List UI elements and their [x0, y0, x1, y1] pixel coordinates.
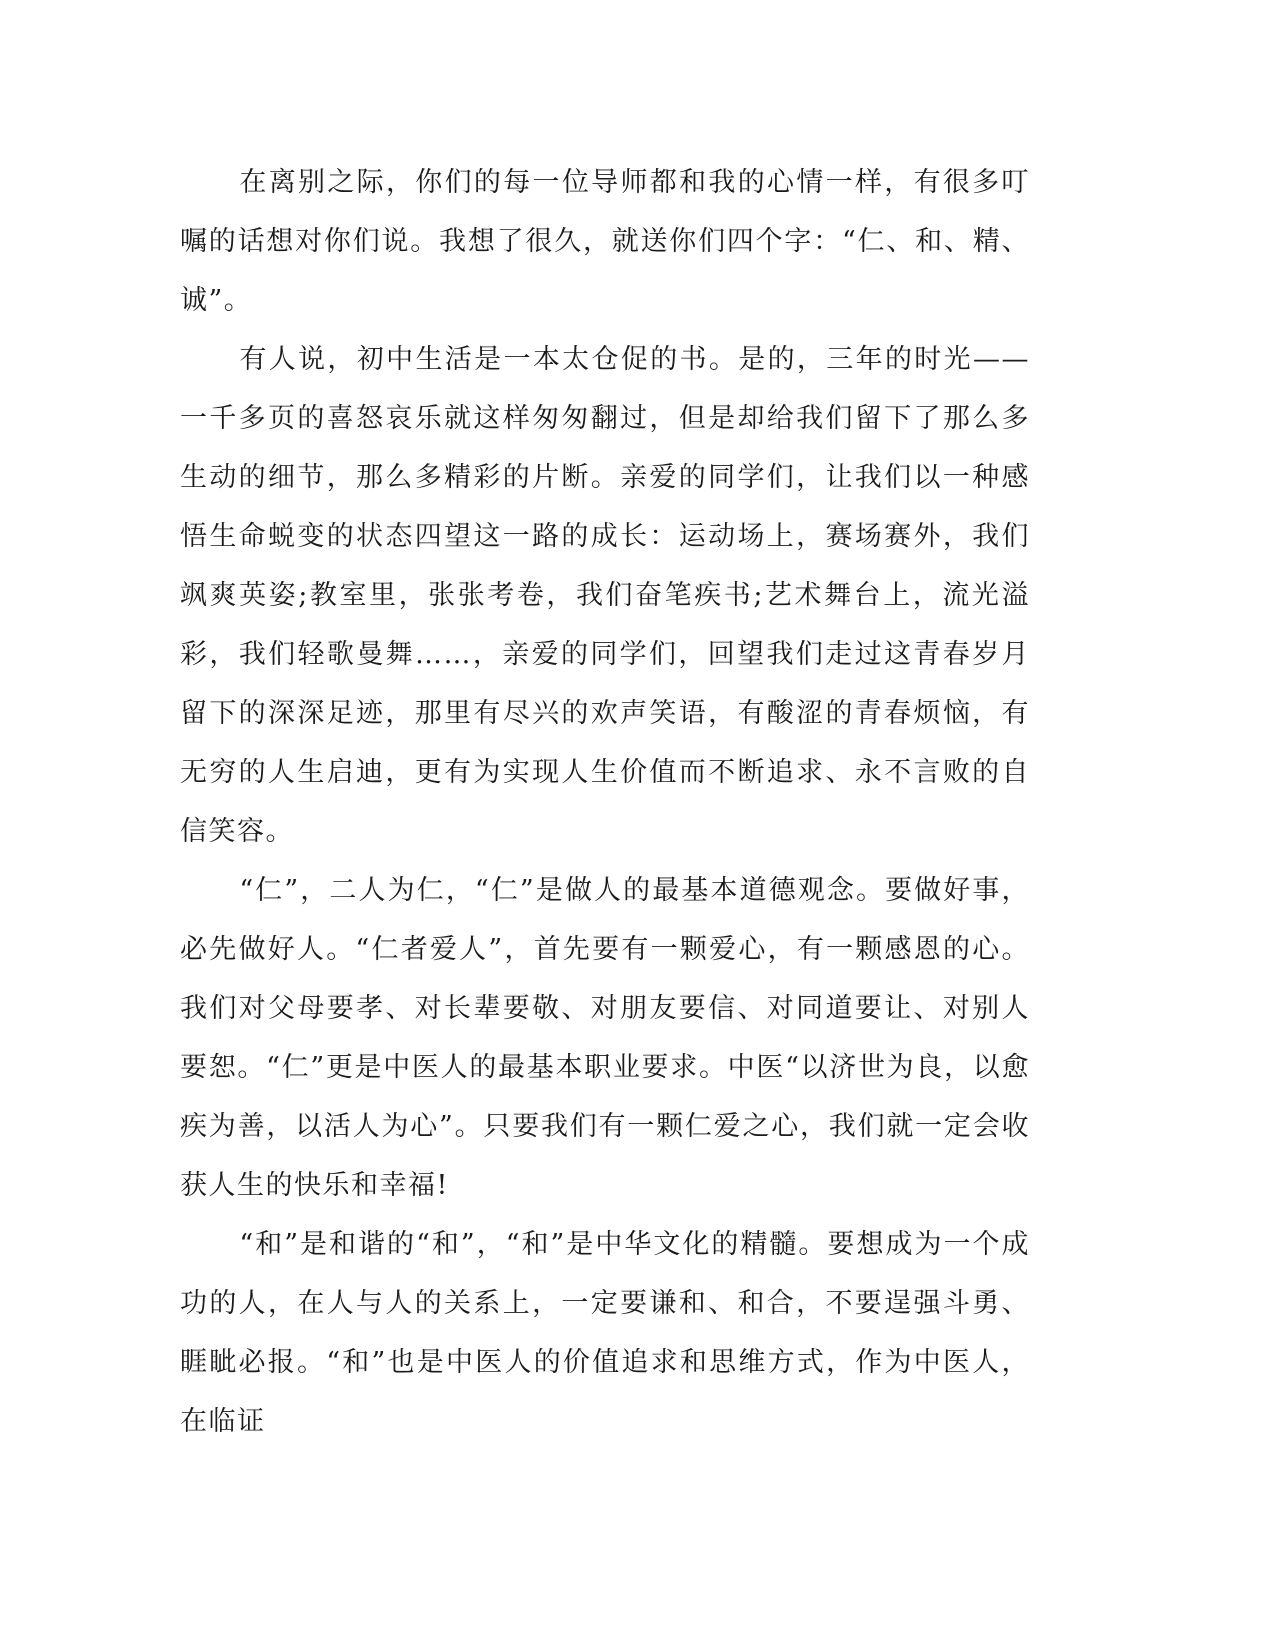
- paragraph-ren: “仁”，二人为仁，“仁”是做人的最基本道德观念。要做好事，必先做好人。“仁者爱人”，首先要有一颗爱心，有一颗感恩的心。我们对父母要孝、对长辈要敬、对朋友要信、对同道要让、对别人要恕。“仁”更是中医人的最基本职业要求。中医“以济世为良，以愈疾为善，以活人为心”。只要我们有一颗仁爱之心，我们就一定会收获人生的快乐和幸福!: [180, 875, 1030, 1201]
- paragraph-middle-school-life: 有人说，初中生活是一本太仓促的书。是的，三年的时光——一千多页的喜怒哀乐就这样匆匆翻过，但是却给我们留下了那么多生动的细节，那么多精彩的片断。亲爱的同学们，让我们以一种感悟生命蜕变的状态四望这一路的成长：运动场上，赛场赛外，我们飒爽英姿;教室里，张张考卷，我们奋笔疾书;艺术舞台上，流光溢彩，我们轻歌曼舞……，亲爱的同学们，回望我们走过这青春岁月留下的深深足迹，那里有尽兴的欢声笑语，有酸涩的青春烦恼，有无穷的人生启迪，更有为实现人生价值而不断追求、永不言败的自信笑容。: [180, 344, 1030, 847]
- paragraph-he: “和”是和谐的“和”，“和”是中华文化的精髓。要想成为一个成功的人，在人与人的关系上，一定要谦和、和合，不要逞强斗勇、睚眦必报。“和”也是中医人的价值追求和思维方式，作为中医人，在临证: [180, 1229, 1030, 1437]
- paragraph-farewell: 在离别之际，你们的每一位导师都和我的心情一样，有很多叮嘱的话想对你们说。我想了很久，就送你们四个字：“仁、和、精、诚”。: [180, 167, 1030, 316]
- document-body: [180, 153, 1030, 1451]
